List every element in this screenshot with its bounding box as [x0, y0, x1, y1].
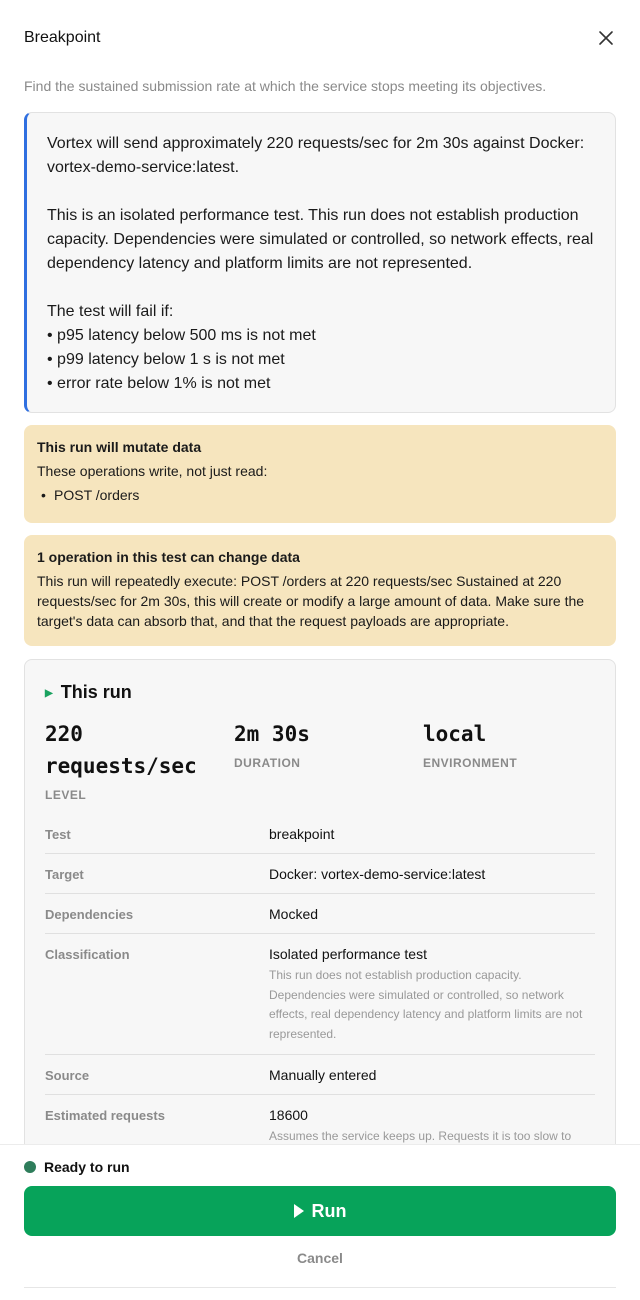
stat-value: 2m 30s: [234, 722, 310, 746]
detail-key: Target: [45, 867, 84, 882]
mutate-data-warning: [24, 425, 616, 523]
detail-key: Classification: [45, 947, 130, 962]
detail-row-target: [45, 853, 595, 893]
run-button[interactable]: [24, 1186, 616, 1236]
stat-label: ENVIRONMENT: [423, 756, 518, 770]
detail-value: Isolated performance test: [269, 946, 427, 962]
isolation-text: This is an isolated performance test. This run does not establish production capacity. Dependencies were simulated or controlled, so network effects, real dependency latency and platform limits are not represented.: [47, 207, 594, 272]
stat-label: DURATION: [234, 756, 301, 770]
detail-note: This run does not establish production capacity. Dependencies were simulated or controlled, so network effects, real dependency latency and platform limits are not represented.: [269, 968, 583, 1041]
fail-condition: • p95 latency below 500 ms is not met: [47, 327, 316, 344]
disclosure-triangle-icon: ▶: [45, 688, 53, 699]
status-dot-icon: [24, 1161, 36, 1173]
run-button-label: Run: [311, 1200, 347, 1221]
detail-value: 18600: [269, 1107, 308, 1123]
stat-value: 220 requests/sec: [45, 722, 197, 778]
detail-value: Mocked: [269, 906, 319, 922]
dialog-subtitle: Find the sustained submission rate at which the service stops meeting its objectives.: [24, 78, 547, 94]
fail-condition: • p99 latency below 1 s is not met: [47, 351, 285, 368]
stat-duration: [234, 718, 310, 770]
detail-key: Source: [45, 1068, 90, 1083]
fail-intro: The test will fail if:: [47, 303, 174, 320]
stat-value: local: [423, 722, 487, 746]
detail-row-dependencies: [45, 893, 595, 933]
status-text: Ready to run: [44, 1159, 130, 1175]
detail-key: Estimated requests: [45, 1108, 165, 1123]
play-icon: [294, 1204, 304, 1218]
warning-title: 1 operation in this test can change data: [37, 549, 300, 565]
detail-row-estimated-requests: [45, 1094, 595, 1144]
summary-text: Vortex will send approximately 220 requests/sec for 2m 30s against Docker: vortex-demo-service:latest.: [47, 135, 585, 176]
this-run-card: [24, 659, 616, 1144]
close-button[interactable]: [594, 26, 618, 50]
run-summary-callout: [24, 112, 616, 413]
dialog-header: [0, 0, 640, 76]
dialog-body[interactable]: [0, 112, 640, 1144]
close-icon: [594, 26, 618, 50]
operations-list: [37, 485, 603, 505]
stat-level: [45, 718, 215, 802]
divider: [24, 1287, 616, 1288]
warning-title: This run will mutate data: [37, 439, 202, 455]
detail-row-test: [45, 814, 595, 853]
detail-row-classification: [45, 933, 595, 1054]
this-run-heading: This run: [60, 682, 132, 702]
run-status: [24, 1159, 130, 1175]
fail-condition: • error rate below 1% is not met: [47, 375, 271, 392]
run-details-table: [45, 814, 595, 1144]
warning-body: These operations write, not just read:: [37, 463, 268, 479]
warning-body: This run will repeatedly execute: POST /orders at 220 requests/sec Sustained at 220 requests/sec for 2m 30s, this will create or modify a large amount of data. Make sure the target's data can absorb that, and that the request payloads are appropriate.: [37, 573, 585, 629]
stat-label: LEVEL: [45, 788, 87, 802]
detail-key: Test: [45, 827, 71, 842]
detail-row-source: [45, 1054, 595, 1094]
detail-value: Manually entered: [269, 1067, 377, 1083]
dialog-title: Breakpoint: [24, 29, 101, 46]
detail-value: Docker: vortex-demo-service:latest: [269, 866, 486, 882]
detail-value: breakpoint: [269, 826, 335, 842]
detail-note: Assumes the service keeps up. Requests it is too slow to: [269, 1129, 572, 1143]
this-run-toggle[interactable]: [45, 682, 132, 703]
change-data-warning: [24, 535, 616, 646]
dialog-footer: [0, 1144, 640, 1300]
operation-item: • POST /orders: [37, 485, 603, 505]
stat-environment: [423, 718, 517, 770]
cancel-button[interactable]: Cancel: [297, 1250, 343, 1266]
detail-key: Dependencies: [45, 907, 134, 922]
